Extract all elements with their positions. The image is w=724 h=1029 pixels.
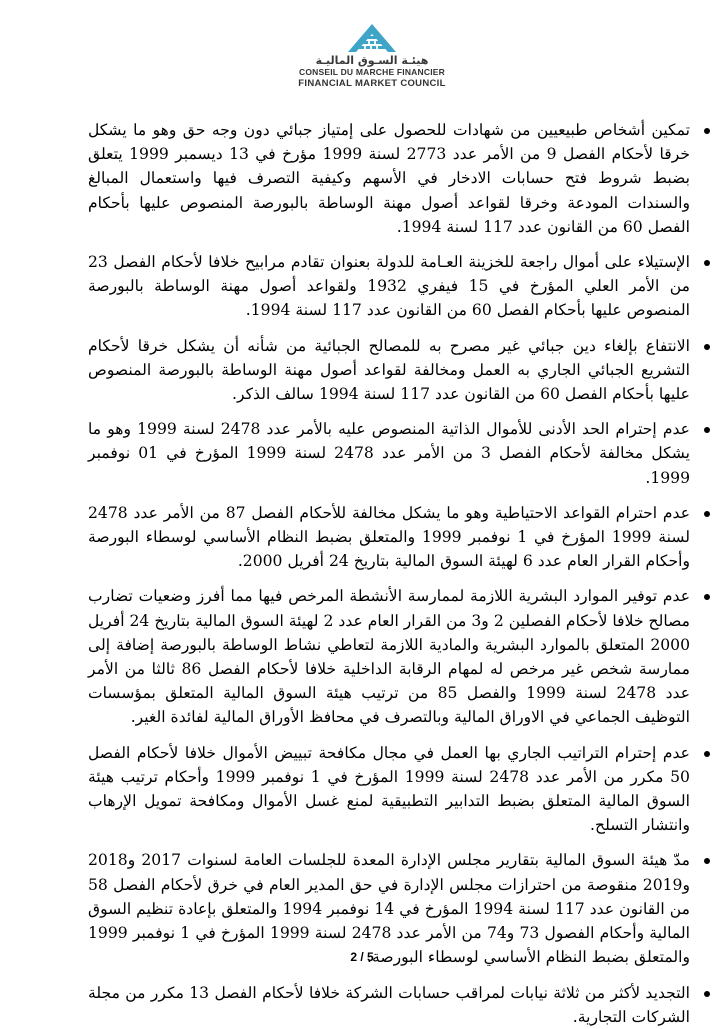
list-item-text: التجديد لأكثر من ثلاثة نيابات لمراقب حسابات الشركة خلافا لأحكام الفصل 13 مكرر من مجلة الشركات التجارية. <box>88 983 690 1026</box>
bullet-icon <box>704 260 710 266</box>
cmf-logo <box>262 18 482 108</box>
list-item-text: عدم احترام القواعد الاحتياطية وهو ما يشكل مخالفة للأحكام الفصل 87 من الأمر عدد 2478 لسنة 1999 المؤرخ في 1 نوفمبر 1999 والمتعلق بضبط النظام الأساسي لوسطاء البورصة وأحكام القرار العام عدد 6 لهيئة السوق المالية بتاريخ 24 أفريل 2000. <box>88 503 691 571</box>
list-item <box>88 981 690 1029</box>
list-item <box>88 250 690 323</box>
bullet-icon <box>704 751 710 757</box>
list-item-text: تمكين أشخاص طبيعيين من شهادات للحصول على إمتياز جبائي دون وجه حق وهو ما يشكل خرقا لأحكام الفصل 9 من الأمر عدد 2773 لسنة 1999 مؤرخ في 13 ديسمبر 1999 يتعلق بضبط شروط فتح حسابات الادخار في الأسهم وكيفية التصرف فيها واستعمال المبالغ والسندات المودعة وخرقا لقواعد أصول مهنة الوساطة بالبورصة المنصوص عليها بأحكام الفصل 60 من القانون عدد 117 لسنة 1994. <box>88 121 690 236</box>
list-item-text: الانتفاع بإلغاء دين جبائي غير مصرح به للمصالح الجبائية من شأنه أن يشكل خرقا لأحكام التشريع الجبائي الجاري به العمل ومخالفة لقواعد أصول مهنة الوساطة بالبورصة المنصوص عليها بأحكام الفصل 60 من القانون عدد 117 لسنة 1994 سالف الذكر. <box>88 336 690 404</box>
list-item-text: عدم إحترام التراتيب الجاري بها العمل في مجال مكافحة تبييض الأموال خلافا لأحكام الفصل 50 مكرر من الأمر عدد 2478 لسنة 1999 المؤرخ في 1 نوفمبر 1999 وأحكام ترتيب هيئة السوق المالية المتعلق بضبط التدابير التطبيقية لمنع غسل الأموال ومكافحة تمويل الإرهاب وانتشار التسلح. <box>88 743 690 835</box>
document-body <box>88 118 690 1029</box>
bullet-icon <box>704 991 710 997</box>
bullet-icon <box>704 594 710 600</box>
list-item <box>88 118 690 239</box>
list-item <box>88 501 690 574</box>
logo-mark-icon <box>342 18 402 54</box>
logo-arabic-text: هيئـة السـوق الماليـة <box>315 54 429 67</box>
list-item-text: عدم توفير الموارد البشرية اللازمة لممارسة الأنشطة المرخص فيها مما أفرز وضعيات تضارب مصالح خلافا لأحكام الفصلين 2 و3 من القرار العام عدد 2 لهيئة السوق المالية بتاريخ 24 أفريل 2000 المتعلق بالموارد البشرية والمادية اللازمة لتعاطي نشاط الوساطة بالبورصة إضافة إلى ممارسة شخص غير مرخص له لمهام الرقابة الداخلية خلافا لأحكام الفصل 86 ثالثا من الأمر عدد 2478 لسنة 1999 والفصل 85 من ترتيب هيئة السوق المالية المتعلق بمؤسسات التوظيف الجماعي في الاوراق المالية وبالتصرف في محافظ الأوراق المالية لفائدة الغير. <box>88 587 690 727</box>
logo-french-text: CONSEIL DU MARCHE FINANCIER <box>299 67 445 77</box>
list-item <box>88 741 690 838</box>
bullet-icon <box>704 344 710 350</box>
list-item-text: الإستيلاء على أموال راجعة للخزينة العـامة للدولة بعنوان تقادم مرابيح خلافا لأحكام الفصل 23 من الأمر العلي المؤرخ في 15 فيفري 1932 ولقواعد أصول مهنة الوساطة بالبورصة المنصوص عليها بأحكام الفصل 60 من القانون عدد 117 لسنة 1994. <box>88 253 690 320</box>
list-item <box>88 584 690 729</box>
bullet-icon <box>704 128 710 134</box>
page-number: 2 / 5 <box>350 950 374 964</box>
bullet-icon <box>704 511 710 517</box>
list-item <box>88 417 690 490</box>
list-item-text: مدّ هيئة السوق المالية بتقارير مجلس الإدارة المعدة للجلسات العامة لسنوات 2017 و2018 و2019 منقوصة من احترازات مجلس الإدارة في حق المدير العام في خرق لأحكام الفصل 58 من القانون عدد 117 لسنة 1994 المؤرخ في 14 نوفمبر 1994 والمتعلق بإعادة تنظيم السوق المالية وأحكام الفصول 73 و74 من الأمر عدد 2478 لسنة 1999 المؤرخ في 1 نوفمبر 1999 والمتعلق بضبط النظام الأساسي لوسطاء البورصة. <box>88 851 690 967</box>
logo-english-text: FINANCIAL MARKET COUNCIL <box>298 78 446 89</box>
list-item <box>88 334 690 407</box>
bullet-icon <box>704 858 710 864</box>
list-item-text: عدم إحترام الحد الأدنى للأموال الذاتية المنصوص عليه بالأمر عدد 2478 لسنة 1999 وهو ما يشكل مخالفة لأحكام الفصل 3 من الأمر عدد 2478 لسنة 1999 المؤرخ في 01 نوفمبر 1999. <box>88 420 691 487</box>
bullet-icon <box>704 427 710 433</box>
